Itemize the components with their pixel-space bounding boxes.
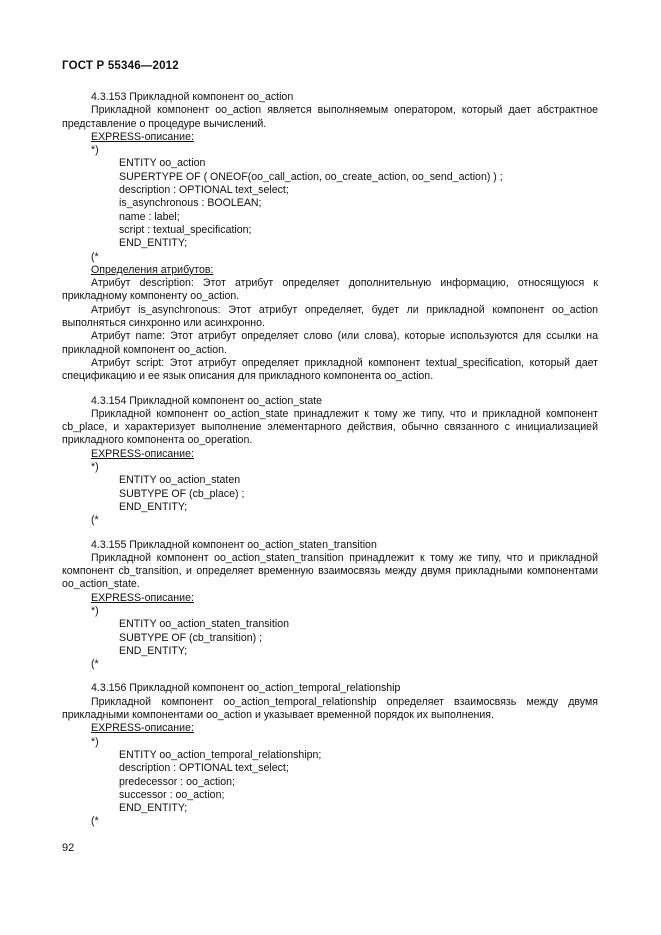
express-label: EXPRESS-описание: <box>91 722 194 735</box>
code-line: END_ENTITY; <box>119 802 188 815</box>
code-line: script : textual_specification; <box>119 223 252 236</box>
code-line: END_ENTITY; <box>119 644 188 657</box>
page-number: 92 <box>62 842 75 854</box>
code-line: name : label; <box>119 210 180 223</box>
attribute-definition: Атрибут script: Этот атрибут определяет прикладной компонент textual_specification, который дает спецификацию и ее язык описания для прикладного компонента oo_action. <box>62 356 598 383</box>
attribute-definition: Атрибут name: Этот атрибут определяет слово (или слова), которые используются для ссылки на прикладной компонент oo_action. <box>62 330 598 356</box>
express-open: *) <box>91 735 99 748</box>
code-line: END_ENTITY; <box>119 500 188 513</box>
section-description: Прикладной компонент oo_action является выполняемым оператором, который дает абстрактное представление о процедуре вычислений. <box>62 104 598 130</box>
document-body <box>62 91 598 840</box>
section-description: Прикладной компонент oo_action_state принадлежит к тому же типу, что и прикладной компонент cb_place, и характеризует выполнение элементарного действия, обычно связанного с инициализацией прикладного компонента oo_operation. <box>62 407 598 447</box>
code-line: description : OPTIONAL text_select; <box>119 762 289 775</box>
section-4-3-154 <box>62 395 598 528</box>
section-title: 4.3.154 Прикладной компонент oo_action_state <box>91 394 323 407</box>
section-4-3-155 <box>62 539 598 672</box>
express-label: EXPRESS-описание: <box>91 130 194 143</box>
section-title: 4.3.156 Прикладной компонент oo_action_temporal_relationship <box>91 682 401 695</box>
section-4-3-156 <box>62 682 598 828</box>
express-open: *) <box>91 461 99 474</box>
section-description: Прикладной компонент oo_action_staten_transition принадлежит к тому же типу, что и прикладной компонент cb_transition, и определяет временную взаимосвязь между двумя прикладными компонентами oo_action_state. <box>62 551 598 591</box>
express-close: (* <box>91 514 99 527</box>
code-line: SUBTYPE OF (cb_place) ; <box>119 487 245 500</box>
code-line: ENTITY oo_action_staten_transition <box>119 618 289 631</box>
code-line: ENTITY oo_action_temporal_relationshipn; <box>119 748 322 761</box>
section-title: 4.3.155 Прикладной компонент oo_action_staten_transition <box>91 538 377 551</box>
express-open: *) <box>91 144 99 157</box>
attribute-definition: Атрибут description: Этот атрибут определяет дополнительную информацию, относящуюся к прикладному компоненту oo_action. <box>62 277 598 303</box>
express-close: (* <box>91 658 99 671</box>
attribute-definition: Атрибут is_asynchronous: Этот атрибут определяет, будет ли прикладной компонент oo_action выполняться синхронно или асинхронно. <box>62 303 598 330</box>
section-title: 4.3.153 Прикладной компонент oo_action <box>91 91 294 103</box>
express-close: (* <box>91 815 99 828</box>
code-line: SUPERTYPE OF ( ONEOF(oo_call_action, oo_create_action, oo_send_action) ) ; <box>119 170 503 183</box>
code-line: predecessor : oo_action; <box>119 775 236 788</box>
code-line: ENTITY oo_action <box>119 157 206 170</box>
code-line: SUBTYPE OF (cb_transition) ; <box>119 631 263 644</box>
express-label: EXPRESS-описание: <box>91 447 194 460</box>
express-close: (* <box>91 250 99 263</box>
express-open: *) <box>91 604 99 617</box>
code-line: is_asynchronous : BOOLEAN; <box>119 197 262 210</box>
code-line: ENTITY oo_action_staten <box>119 474 241 487</box>
code-line: successor : oo_action; <box>119 788 225 801</box>
attributes-label: Определения атрибутов: <box>91 263 214 276</box>
document-header: ГОСТ Р 55346—2012 <box>62 60 179 72</box>
section-description: Прикладной компонент oo_action_temporal_relationship определяет взаимосвязь между двумя прикладными компонентами oo_action и указывает временной порядок их выполнения. <box>62 695 598 722</box>
express-label: EXPRESS-описание: <box>91 591 194 604</box>
section-4-3-153 <box>62 91 598 384</box>
code-line: END_ENTITY; <box>119 237 188 250</box>
code-line: description : OPTIONAL text_select; <box>119 184 289 197</box>
